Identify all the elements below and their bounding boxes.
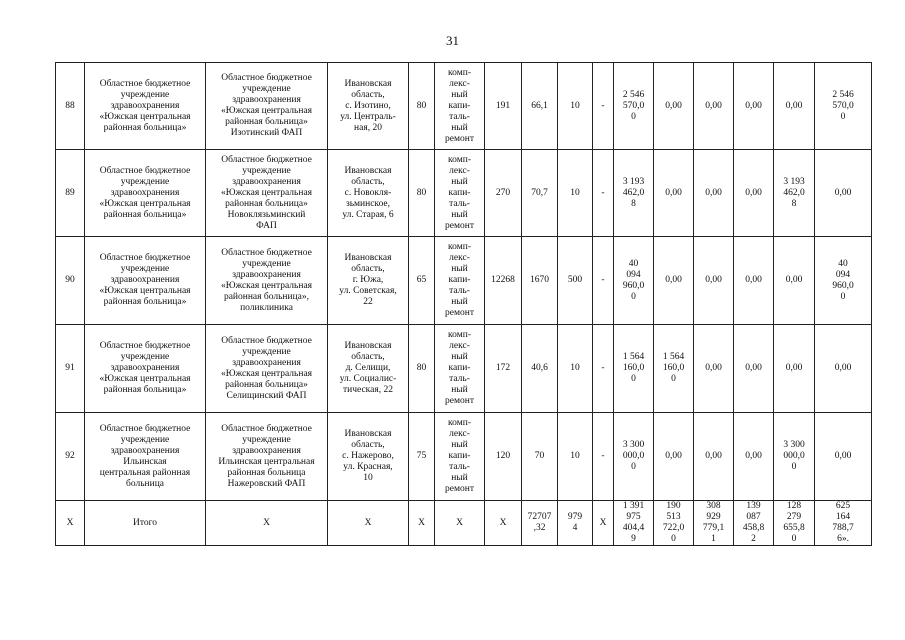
object-cell: Областное бюджетное учреждение здравоохранения «Южская центральная районная больница» Селищинский ФАП: [206, 325, 328, 413]
object-cell: Областное бюджетное учреждение здравоохранения «Южская центральная районная больница» Новоклязьминский ФАП: [206, 150, 328, 237]
cell-col10: -: [593, 150, 614, 237]
totals-col8: 72707 ,32: [522, 501, 558, 546]
address-cell: Ивановская область, с. Нажерово, ул. Красная, 10: [328, 413, 409, 501]
totals-col10: X: [593, 501, 614, 546]
totals-col7: X: [485, 501, 522, 546]
total-cost-cell: 2 546 570,0 0: [614, 63, 654, 150]
cell-col15: 0,00: [774, 325, 815, 413]
owner-cell: Областное бюджетное учреждение здравоохранения «Южская центральная районная больница»: [85, 63, 206, 150]
owner-cell: Областное бюджетное учреждение здравоохранения Ильинская центральная районная больница: [85, 413, 206, 501]
cell-col16: 0,00: [815, 325, 872, 413]
cell-col9: 10: [558, 63, 593, 150]
totals-address: X: [328, 501, 409, 546]
cell-col15: 0,00: [774, 63, 815, 150]
cell-col8: 66,1: [522, 63, 558, 150]
object-table: [55, 62, 872, 546]
cell-col15: 3 300 000,0 0: [774, 413, 815, 501]
work-type-cell: комп- лекс- ный капи- таль- ный ремонт: [435, 325, 485, 413]
totals-col9: 979 4: [558, 501, 593, 546]
row-number: 91: [56, 325, 85, 413]
address-cell: Ивановская область, г. Южа, ул. Советская, 22: [328, 237, 409, 325]
cell-col5: 80: [409, 325, 435, 413]
work-type-cell: комп- лекс- ный капи- таль- ный ремонт: [435, 63, 485, 150]
cell-col16: 2 546 570,0 0: [815, 63, 872, 150]
cell-col15: 0,00: [774, 237, 815, 325]
total-cost-cell: 3 300 000,0 0: [614, 413, 654, 501]
totals-col15: 128 279 655,8 0: [774, 501, 815, 546]
cell-col16: 0,00: [815, 150, 872, 237]
totals-number: X: [56, 501, 85, 546]
page-number: 31: [446, 33, 459, 48]
table-row: [56, 63, 872, 150]
cell-col13: 0,00: [694, 325, 734, 413]
owner-cell: Областное бюджетное учреждение здравоохранения «Южская центральная районная больница»: [85, 325, 206, 413]
cell-col14: 0,00: [734, 413, 774, 501]
cell-col8: 70,7: [522, 150, 558, 237]
totals-object: X: [206, 501, 328, 546]
cell-col13: 0,00: [694, 63, 734, 150]
object-cell: Областное бюджетное учреждение здравоохранения «Южская центральная районная больница» Изотинский ФАП: [206, 63, 328, 150]
cell-col14: 0,00: [734, 325, 774, 413]
cell-col13: 0,00: [694, 413, 734, 501]
cell-col12: 1 564 160,0 0: [654, 325, 694, 413]
total-cost-cell: 1 564 160,0 0: [614, 325, 654, 413]
owner-cell: Областное бюджетное учреждение здравоохранения «Южская центральная районная больница»: [85, 237, 206, 325]
cell-col13: 0,00: [694, 237, 734, 325]
cell-col5: 80: [409, 63, 435, 150]
cell-col7: 120: [485, 413, 522, 501]
address-cell: Ивановская область, д. Селищи, ул. Социалис- тическая, 22: [328, 325, 409, 413]
total-cost-cell: 40 094 960,0 0: [614, 237, 654, 325]
cell-col10: -: [593, 325, 614, 413]
cell-col9: 500: [558, 237, 593, 325]
cell-col5: 65: [409, 237, 435, 325]
owner-cell: Областное бюджетное учреждение здравоохранения «Южская центральная районная больница»: [85, 150, 206, 237]
cell-col15: 3 193 462,0 8: [774, 150, 815, 237]
cell-col9: 10: [558, 413, 593, 501]
cell-col9: 10: [558, 325, 593, 413]
cell-col8: 70: [522, 413, 558, 501]
work-type-cell: комп- лекс- ный капи- таль- ный ремонт: [435, 413, 485, 501]
cell-col12: 0,00: [654, 150, 694, 237]
row-number: 90: [56, 237, 85, 325]
cell-col12: 0,00: [654, 413, 694, 501]
address-cell: Ивановская область, с. Изотино, ул. Централь- ная, 20: [328, 63, 409, 150]
work-type-cell: комп- лекс- ный капи- таль- ный ремонт: [435, 237, 485, 325]
cell-col7: 191: [485, 63, 522, 150]
totals-work: X: [435, 501, 485, 546]
cell-col16: 0,00: [815, 413, 872, 501]
totals-col16: 625 164 788,7 6».: [815, 501, 872, 546]
cell-col10: -: [593, 63, 614, 150]
totals-row: [56, 501, 872, 546]
row-number: 89: [56, 150, 85, 237]
object-cell: Областное бюджетное учреждение здравоохранения Ильинская центральная районная больница Нажеровский ФАП: [206, 413, 328, 501]
totals-total-cost: 1 391 975 404,4 9: [614, 501, 654, 546]
cell-col7: 270: [485, 150, 522, 237]
cell-col14: 0,00: [734, 63, 774, 150]
cell-col10: -: [593, 413, 614, 501]
cell-col8: 40,6: [522, 325, 558, 413]
totals-col5: X: [409, 501, 435, 546]
cell-col12: 0,00: [654, 63, 694, 150]
row-number: 88: [56, 63, 85, 150]
cell-col7: 172: [485, 325, 522, 413]
cell-col9: 10: [558, 150, 593, 237]
totals-col12: 190 513 722,0 0: [654, 501, 694, 546]
totals-col13: 308 929 779,1 1: [694, 501, 734, 546]
cell-col8: 1670: [522, 237, 558, 325]
cell-col10: -: [593, 237, 614, 325]
table-row: [56, 325, 872, 413]
cell-col14: 0,00: [734, 150, 774, 237]
cell-col5: 75: [409, 413, 435, 501]
cell-col7: 12268: [485, 237, 522, 325]
cell-col5: 80: [409, 150, 435, 237]
row-number: 92: [56, 413, 85, 501]
object-cell: Областное бюджетное учреждение здравоохранения «Южская центральная районная больница», поликлиника: [206, 237, 328, 325]
cell-col13: 0,00: [694, 150, 734, 237]
total-cost-cell: 3 193 462,0 8: [614, 150, 654, 237]
work-type-cell: комп- лекс- ный капи- таль- ный ремонт: [435, 150, 485, 237]
table-row: [56, 413, 872, 501]
cell-col16: 40 094 960,0 0: [815, 237, 872, 325]
cell-col14: 0,00: [734, 237, 774, 325]
address-cell: Ивановская область, с. Новокля- зьминское, ул. Старая, 6: [328, 150, 409, 237]
totals-col14: 139 087 458,8 2: [734, 501, 774, 546]
cell-col12: 0,00: [654, 237, 694, 325]
table-row: [56, 237, 872, 325]
table-row: [56, 150, 872, 237]
totals-label: Итого: [85, 501, 206, 546]
